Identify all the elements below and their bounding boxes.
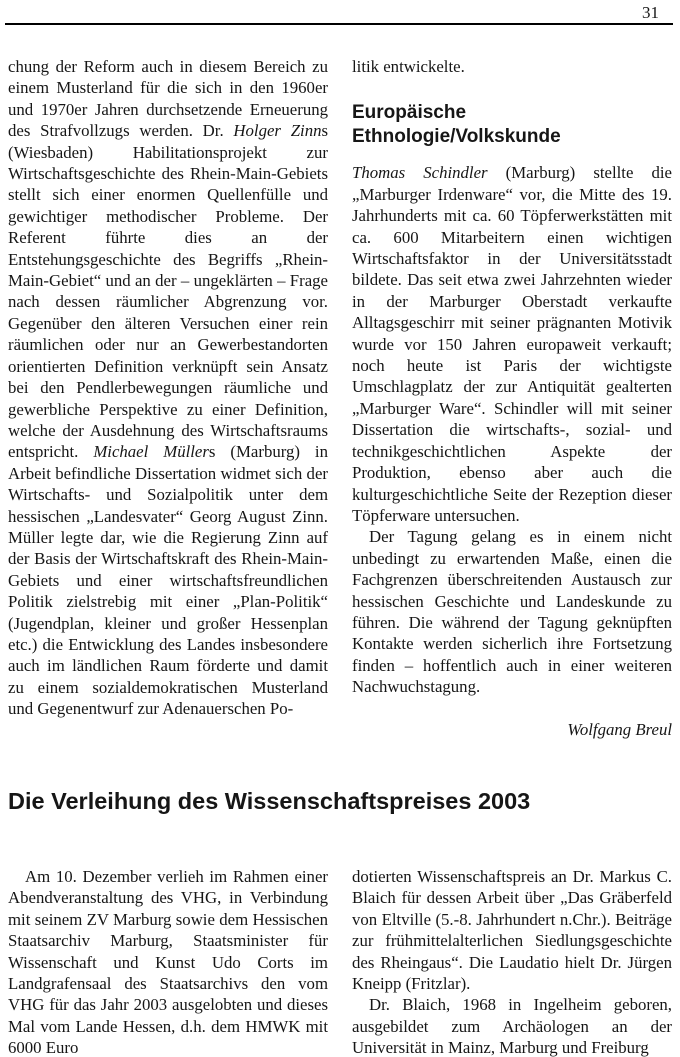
left-column [8,866,328,1057]
left-column [8,56,328,740]
paragraph-award-ceremony: Am 10. Dezember verlieh im Rahmen einer Abendveranstaltung des VHG, in Verbindung mit seinem ZV Marburg sowie dem Hessischen Staatsarchiv Marburg, Staatsminister für Wissenschaft und Kunst Udo Corts im Landgrafensaal des Staatsarchivs den vom VHG für das Jahr 2003 ausgelobten und dieses Mal vom Lande Hessen, d.h. dem HMWK mit 6000 Euro [8,867,328,1057]
paragraph-schindler: Thomas Schindler (Marburg) stellte die „Marburger Irdenware“ vor, die Mitte des 19. Jahrhunderts mit ca. 60 Töpferwerkstätten mit ca. 600 Mitarbeitern einen wichtigen Wirtschaftsfaktor in der Universitätsstadt bildete. Das seit etwa zwei Jahrzehnten wieder in der Marburger Oberstadt verkaufte Alltagsgeschirr mit seiner prägnanten Motivik wurde vor 150 Jahren europaweit verkauft; noch heute ist Paris der wichtigste Umschlagplatz der zur Antiquität gealterten „Marburger Ware“. Schindler will mit seiner Dissertation die wirtschafts-, sozial- und technikgeschichtlichen Aspekte der Produktion, ebenso aber auch die kulturgeschichtliche Seite der Rezeption dieser Töpferware untersuchen. [352,163,672,525]
author-signature [352,719,672,740]
paragraph-reform-continuation: chung der Reform auch in diesem Bereich zu einem Musterland für die sich in den 1960er und 1970er Jahren durchsetzende Erneuerung des Strafvollzugs werden. Dr. Holger Zinns (Wiesbaden) Habilitationsprojekt zur Wirtschaftsgeschichte des Rhein-Main-Gebiets stellt sich einer enormen Quellenfülle und gewichtiger methodischer Probleme. Der Referent führte dies an der Entstehungsgeschichte des Begriffs „Rhein-Main-Gebiet“ und an der – ungeklärten – Frage nach dessen räumlicher Abgrenzung vor. Gegenüber den älteren Versuchen einer rein räumlichen oder nur an Gewerbestandorten orientierten Definition verknüpft sein Ansatz bei den Pendlerbewegungen räumliche und gewerbliche Perspektive zu einer Definition, welche der Ausdehnung des Wirtschaftsraums entspricht. Michael Müllers (Marburg) in Arbeit befindliche Dissertation widmet sich der Wirtschafts- und Sozialpolitik unter dem hessischen „Landesvater“ Georg August Zinn. Müller legte dar, wie die Regierung Zinn auf der Basis der Wirtschaftskraft des Rhein-Main-Gebiets und einer wirtschaftsfreundlichen Politik zielstrebig mit einer „Plan-Politik“ (Jugendplan, kleiner und großer Hessenplan etc.) die Entwicklung des Landes insbesondere auch im ländlichen Raum förderte und damit zu einem sozialdemokratischen Musterland und Gegenentwurf zur Adenauerschen Po- [8,57,329,719]
header-rule [5,23,673,25]
subsection-heading-ethnologie [352,101,672,149]
page-number: 31 [642,3,659,22]
subsection-heading-line1: Europäische [352,102,467,124]
paragraph-award-winner: dotierten Wissenschaftspreis an Dr. Markus C. Blaich für dessen Arbeit über „Das Gräberfeld von Eltville (5.-8. Jahrhundert n.Chr.). Beiträge zur frühmittelalterlichen Siedlungsgeschichte des Rheingaus“. Die Laudatio hielt Dr. Jürgen Kneipp (Fritzlar). [352,867,672,994]
paragraph-blaich-biography: Dr. Blaich, 1968 in Ingelheim geboren, ausgebildet zum Archäologen an der Universität in Mainz, Marburg und Freiburg [352,995,672,1057]
subsection-heading-line2: Ethnologie/Volkskunde [352,126,561,148]
article-title: Die Verleihung des Wissenschaftspreises 2003 [8,788,531,814]
conference-report-section [8,56,672,740]
paragraph-column-continuation: litik entwickelte. [352,57,465,76]
right-column [352,866,672,1057]
paragraph-tagung-fazit: Der Tagung gelang es in einem nicht unbedingt zu erwartenden Maße, einen die Fachgrenzen überschreitenden Austausch zur hessischen Geschichte und Landeskunde zu führen. Die während der Tagung geknüpften Kontakte werden sicherlich ihre Fortsetzung finden – hoffentlich auch in einer weiteren Nachwuchstagung. [352,527,672,697]
right-column [352,56,672,740]
award-section [8,866,672,1057]
author-signature-name: Wolfgang Breul [567,719,672,739]
